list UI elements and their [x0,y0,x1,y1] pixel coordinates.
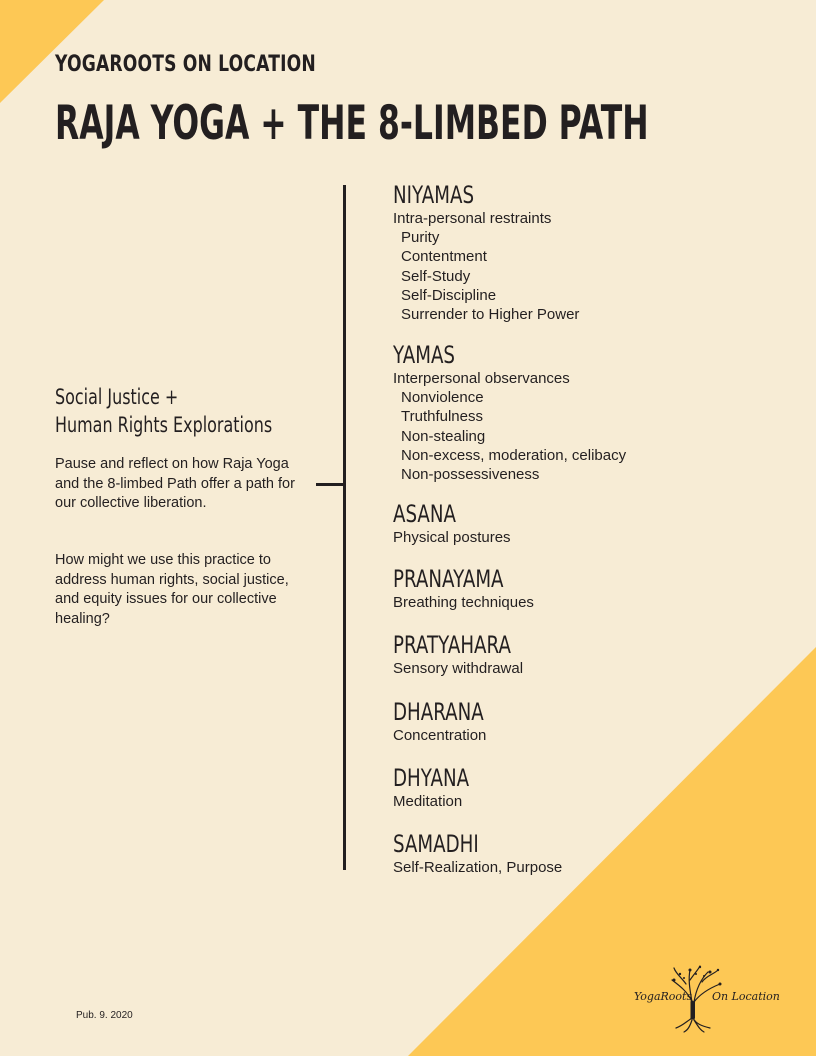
limb-asana [393,500,511,547]
list-item: Non-possessiveness [401,466,540,484]
limb-samadhi [393,830,562,877]
eyebrow-heading: YOGAROOTS ON LOCATION [55,52,316,77]
limb-name: YAMAS [393,341,455,369]
limb-description: Self-Realization, Purpose [393,859,563,876]
limb-name: SAMADHI [393,830,479,858]
sidebar-paragraph-2: How might we use this practice to address human rights, social justice, and equity issues for our collective healing? [55,552,289,627]
limb-description: Concentration [393,727,487,744]
timeline-vertical-line [343,185,346,870]
list-item: Contentment [401,248,487,266]
limb-name: PRANAYAMA [393,565,504,593]
limb-description: Meditation [393,793,463,810]
limb-niyamas [393,181,579,324]
sidebar-title [55,383,298,439]
logo-text-left: YogaRoots [634,990,693,1003]
limb-name: NIYAMAS [393,181,475,209]
limb-pratyahara [393,631,548,678]
limb-description: Breathing techniques [393,594,534,611]
limb-name: DHARANA [393,698,484,726]
limb-description: Sensory withdrawal [393,660,524,677]
sidebar-paragraph-1: Pause and reflect on how Raja Yoga and the 8-limbed Path offer a path for our collective liberation. [55,456,295,511]
list-item: Self-Discipline [401,286,497,304]
limb-yamas [393,341,626,484]
logo-text-right: On Location [712,990,780,1003]
list-item: Non-excess, moderation, celibacy [401,446,627,464]
limb-dharana [393,698,512,745]
list-item: Surrender to Higher Power [401,306,580,324]
limb-description: Physical postures [393,529,511,546]
sidebar-title-line-2: Human Rights Explorations [55,413,273,437]
limb-description: Intra-personal restraints [393,210,552,227]
sidebar-title-line-1: Social Justice + [55,385,179,409]
list-item: Self-Study [401,267,471,285]
list-item: Non-stealing [401,427,486,445]
list-item: Nonviolence [401,389,484,406]
limb-pranayama [393,565,538,612]
page-title: RAJA YOGA + THE 8-LIMBED PATH [55,96,649,151]
yogaroots-logo [630,962,780,1034]
list-item: Truthfulness [401,408,483,426]
limb-name: PRATYAHARA [393,631,511,659]
timeline-connector [316,483,345,486]
limb-dhyana [393,764,493,811]
limb-name: DHYANA [393,764,470,792]
publication-date: Pub. 9. 2020 [76,1010,133,1021]
limb-name: ASANA [393,500,456,528]
limb-description: Interpersonal observances [393,370,570,387]
list-item: Purity [401,229,440,246]
